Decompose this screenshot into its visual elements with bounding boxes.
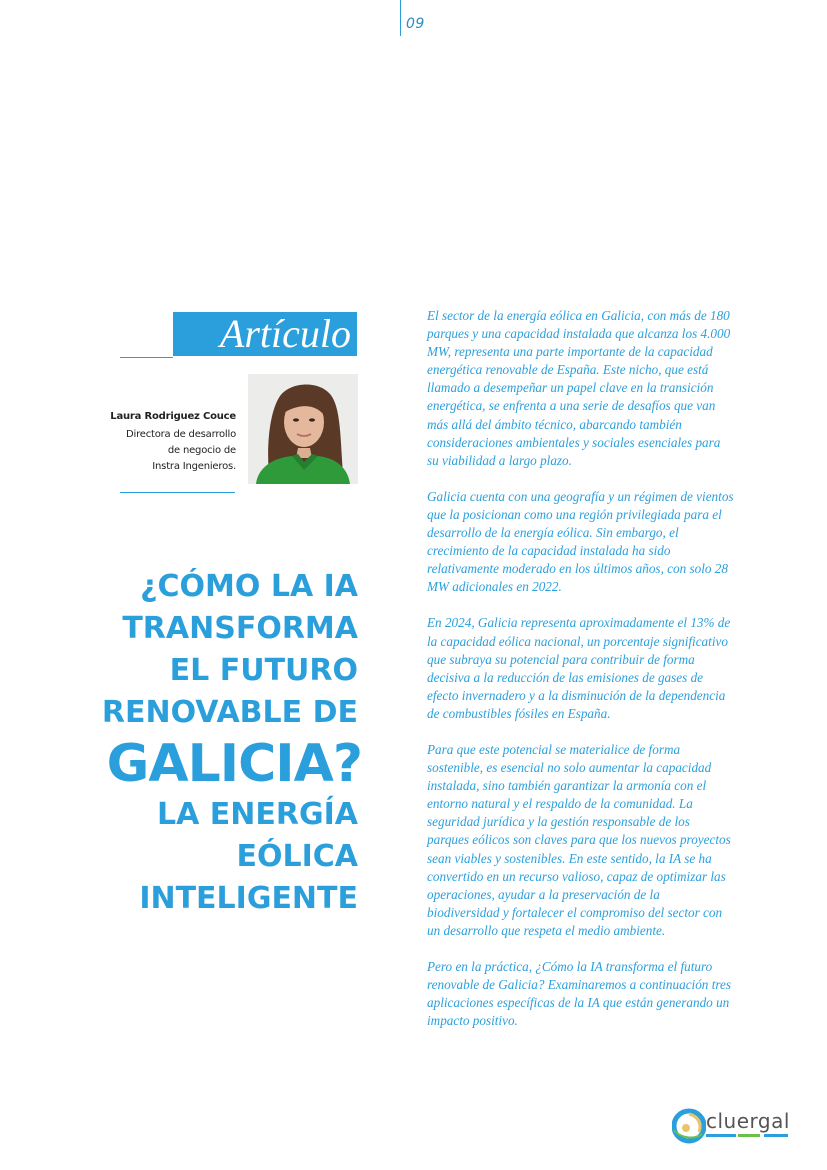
subheadline-line: LA ENERGÍA [157,797,358,832]
headline-emphasis: GALICIA? [106,734,362,794]
body-paragraph: En 2024, Galicia representa aproximadamente el 13% de la capacidad eólica nacional, un porcentaje significativo que subraya su potencial para contribuir de forma decisiva a la reducción de las emisiones de gases de efecto invernadero y a la disminución de la dependencia de combustibles fósiles en España. [427,615,731,721]
author-divider [120,492,235,493]
body-paragraph: Pero en la práctica, ¿Cómo la IA transforma el futuro renovable de Galicia? Examinaremos a continuación tres aplicaciones específicas de la IA que están generando un impacto positivo. [427,959,731,1029]
body-paragraph: El sector de la energía eólica en Galicia, con más de 180 parques y una capacidad instalada que alcanza los 4.000 MW, representa una parte importante de la capacidad energética renovable de España. Este nicho, que está llamado a desempeñar un papel clave en la transición energética, se enfrenta a una serie de desafíos que van más allá del ámbito técnico, abarcando también consideraciones ambientales y sociales esenciales para su viabilidad a largo plazo. [427,308,731,468]
subheadline-line: EÓLICA [236,839,358,874]
cluergal-logo [672,1108,788,1144]
author-portrait-image [248,374,358,484]
body-paragraph: Galicia cuenta con una geografía y un régimen de vientos que la posicionan como una región privilegiada para el desarrollo de la energía eólica. Sin embargo, el crecimiento de la capacidad instalada ha sido relativamente moderado en los últimos años, con solo 28 MW adicionales en 2022. [427,488,734,595]
page-header-rule [400,0,401,36]
headline-line: ¿CÓMO LA IA [140,569,358,604]
section-tag: Artículo [173,312,357,356]
author-photo [248,374,358,484]
section-rule [120,357,173,358]
body-paragraph: Para que este potencial se materialice de forma sostenible, es esencial no solo aumentar la capacidad instalada, sino también garantizar la armonía con el entorno natural y el respaldo de la comunidad. La seguridad jurídica y la gestión responsable de los parques eólicos son claves para que los nuevos proyectos sean viables y sostenibles. En este sentido, la IA se ha convertido en un recurso valioso, capaz de optimizar las operaciones, ayudar a la preservación de la biodiversidad y fortalecer el compromiso del sector con un desarrollo que respeta el medio ambiente. [427,741,731,938]
author-role [86,427,236,475]
article-body [427,307,735,1048]
headline-line: TRANSFORMA [122,611,358,646]
logo-wordmark: cluergal [706,1109,790,1133]
headline-line: RENOVABLE DE [101,695,358,730]
author-name: Laura Rodriguez Couce [110,411,236,422]
article-headline [58,566,362,920]
subheadline-line: INTELIGENTE [139,881,358,916]
author-role-line: de negocio de [167,445,236,456]
author-role-line: Instra Ingenieros. [152,461,236,472]
author-role-line: Directora de desarrollo [125,429,236,440]
logo-tagline [706,1134,788,1137]
logo-swirl-icon [672,1108,706,1144]
headline-line: EL FUTURO [169,653,358,688]
page-number: 09 [406,16,425,32]
